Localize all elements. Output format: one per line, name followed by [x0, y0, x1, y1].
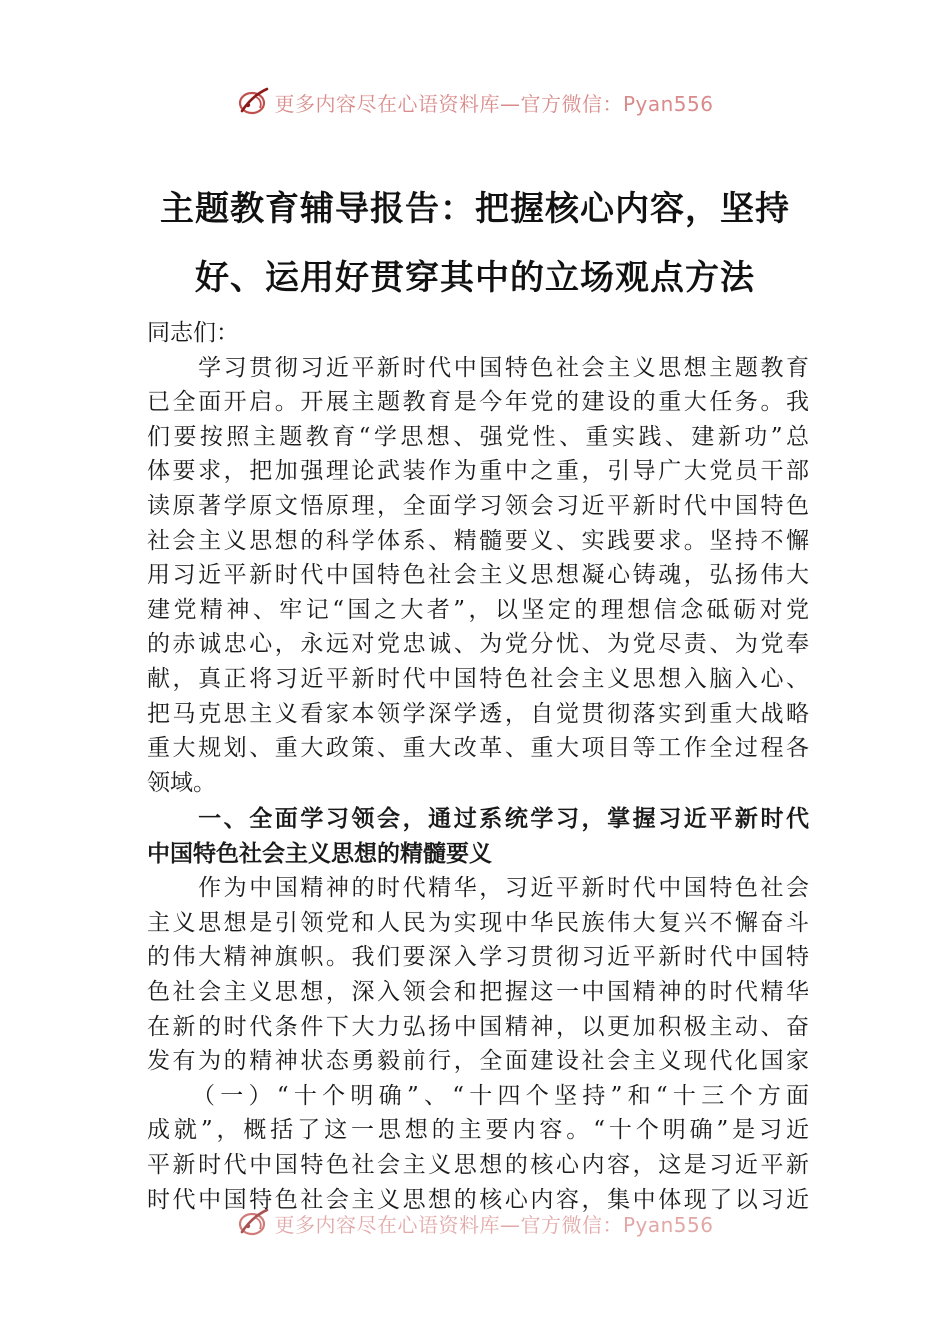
- quill-swirl-logo-icon: [236, 85, 270, 119]
- watermark-text: 更多内容尽在心语资料库—官方微信：Pyan556: [274, 91, 714, 116]
- body-line: 们要按照主题教育“学思想、强党性、重实践、建新功”总: [147, 423, 809, 450]
- body-line: 读原著学原文悟原理，全面学习领会习近平新时代中国特色: [147, 493, 809, 519]
- body-line: 色社会主义思想，深入领会和把握这一中国精神的时代精华: [147, 979, 809, 1005]
- section-heading-line-2: 中国特色社会主义思想的精髓要义: [147, 840, 492, 867]
- body-line: 学习贯彻习近平新时代中国特色社会主义思想主题教育: [147, 354, 809, 381]
- salutation: 同志们：: [147, 320, 239, 346]
- section-heading-line-1: 一、全面学习领会，通过系统学习，掌握习近平新时代: [147, 806, 809, 832]
- document-title-line-1: 主题教育辅导报告：把握核心内容，坚持: [160, 189, 790, 229]
- document-title-line-2: 好、运用好贯穿其中的立场观点方法: [195, 258, 755, 298]
- body-line: 已全面开启。开展主题教育是今年党的建设的重大任务。我: [147, 389, 809, 416]
- footer-watermark: [0, 1203, 950, 1243]
- body-line: 在新的时代条件下大力弘扬中国精神，以更加积极主动、奋: [147, 1013, 809, 1040]
- body-line: 体要求，把加强理论武装作为重中之重，引导广大党员干部: [147, 458, 809, 485]
- watermark-text: 更多内容尽在心语资料库—官方微信：Pyan556: [274, 1212, 714, 1237]
- body-line: （一）“十个明确”、“十四个坚持”和“十三个方面: [147, 1082, 809, 1109]
- body-line: 的伟大精神旗帜。我们要深入学习贯彻习近平新时代中国特: [147, 944, 809, 971]
- body-line: 发有为的精神状态勇毅前行，全面建设社会主义现代化国家: [147, 1048, 809, 1075]
- body-line: 把马克思主义看家本领学深学透，自觉贯彻落实到重大战略: [147, 700, 809, 727]
- body-line: 社会主义思想的科学体系、精髓要义、实践要求。坚持不懈: [147, 527, 809, 554]
- body-line: 重大规划、重大政策、重大改革、重大项目等工作全过程各: [147, 735, 809, 762]
- body-line: 作为中国精神的时代精华，习近平新时代中国特色社会: [147, 875, 809, 902]
- body-line: 平新时代中国特色社会主义思想的核心内容，这是习近平新: [147, 1152, 809, 1178]
- body-line: 时代中国特色社会主义思想的核心内容，集中体现了以习近: [147, 1186, 809, 1213]
- body-line: 用习近平新时代中国特色社会主义思想凝心铸魂，弘扬伟大: [147, 562, 809, 589]
- body-line: 建党精神、牢记“国之大者”，以坚定的理想信念砥砺对党: [147, 596, 809, 623]
- body-line: 成就”，概括了这一思想的主要内容。“十个明确”是习近: [147, 1117, 809, 1144]
- quill-swirl-logo-icon: [236, 1206, 270, 1240]
- header-watermark: [0, 82, 950, 122]
- body-line: 领域。: [147, 769, 216, 796]
- body-line: 献，真正将习近平新时代中国特色社会主义思想入脑入心、: [147, 666, 809, 692]
- body-line: 的赤诚忠心，永远对党忠诚、为党分忧、为党尽责、为党奉: [147, 631, 809, 658]
- body-line: 主义思想是引领党和人民为实现中华民族伟大复兴不懈奋斗: [147, 909, 809, 936]
